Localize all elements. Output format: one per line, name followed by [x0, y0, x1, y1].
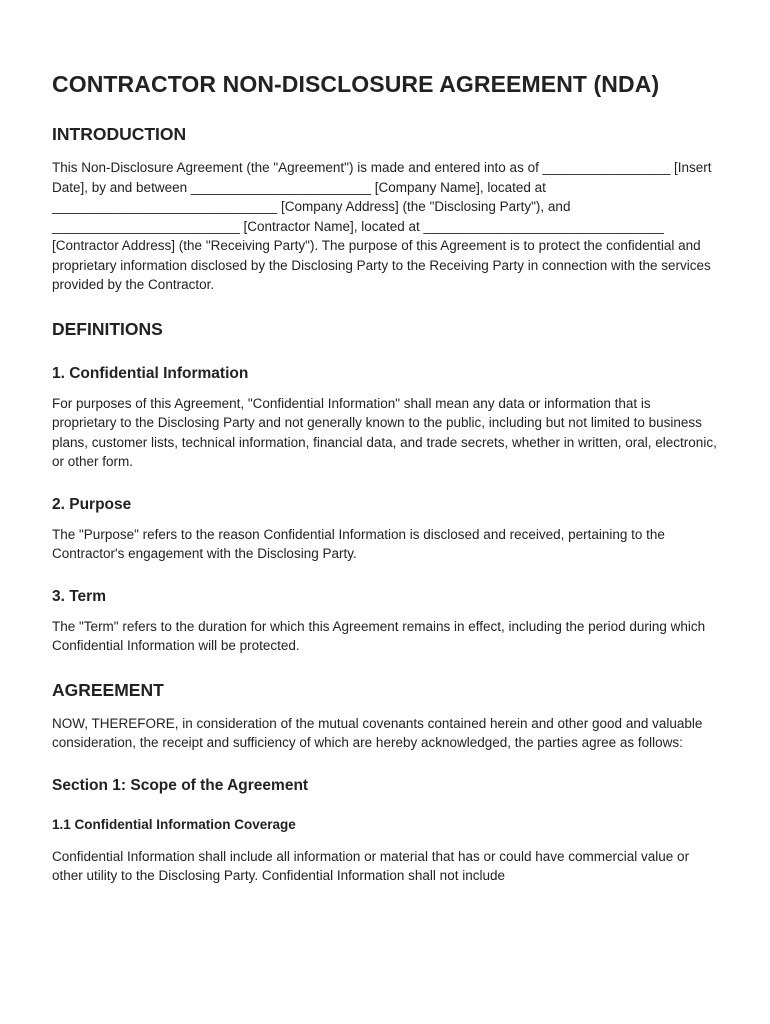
introduction-paragraph: This Non-Disclosure Agreement (the "Agreement") is made and entered into as of _________________ [Insert Date], by and between ________________________ [Company Name], located at ______________________________ [Company Address] (the "Disclosing Party"), and _________________________ [Contractor Name], located at ________________________________ [Contractor Address] (the "Receiving Party"). The purpose of this Agreement is to protect the confidential and proprietary information disclosed by the Disclosing Party to the Receiving Party in connection with the services provided by the Contractor.: [52, 160, 712, 292]
document-title: CONTRACTOR NON-DISCLOSURE AGREEMENT (NDA): [52, 71, 660, 97]
agreement-heading: AGREEMENT: [52, 679, 164, 700]
definition-term-text: The "Term" refers to the duration for which this Agreement remains in effect, including the period during which Confidential Information will be protected.: [52, 618, 706, 653]
document-page: [52, 68, 718, 886]
definition-purpose-heading: 2. Purpose: [52, 495, 132, 513]
introduction-heading: INTRODUCTION: [52, 124, 187, 144]
section-1-heading: Section 1: Scope of the Agreement: [52, 776, 309, 794]
definition-term-heading: 3. Term: [52, 587, 106, 605]
definitions-heading: DEFINITIONS: [52, 318, 163, 339]
definition-purpose-text: The "Purpose" refers to the reason Confidential Information is disclosed and received, pertaining to the Contractor's engagement with the Disclosing Party.: [52, 526, 665, 561]
subsection-1-1-text: Confidential Information shall include all information or material that has or could have commercial value or other utility to the Disclosing Party. Confidential Information shall not include: [52, 848, 690, 883]
agreement-paragraph: NOW, THEREFORE, in consideration of the mutual covenants contained herein and other good and valuable consideration, the receipt and sufficiency of which are hereby acknowledged, the parties agree as follows:: [52, 715, 703, 750]
definition-confidential-information-text: For purposes of this Agreement, "Confidential Information" shall mean any data or information that is proprietary to the Disclosing Party and not generally known to the public, including but not limited to business plans, customer lists, technical information, financial data, and trade secrets, whether in written, oral, electronic, or other form.: [52, 395, 717, 469]
subsection-1-1-heading: 1.1 Confidential Information Coverage: [52, 816, 296, 832]
definition-confidential-information-heading: 1. Confidential Information: [52, 364, 249, 382]
